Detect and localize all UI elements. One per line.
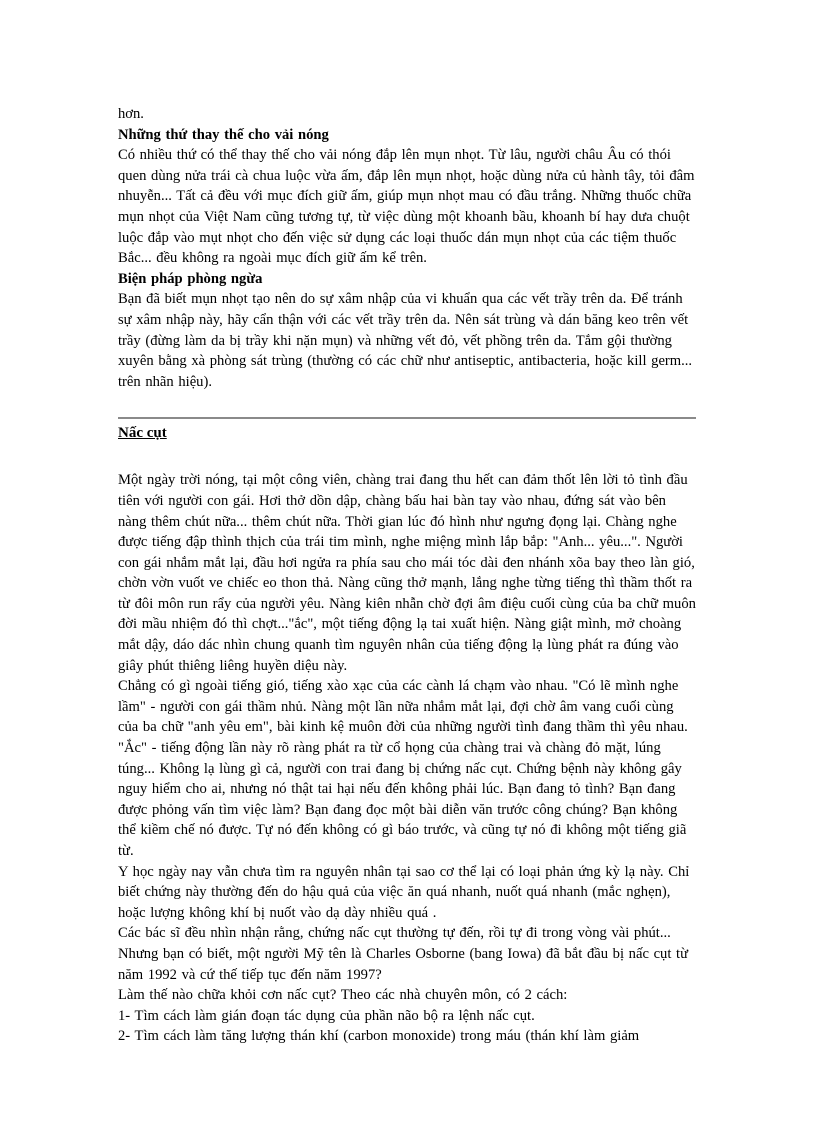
document-page	[118, 104, 698, 1047]
paragraph-story-2: Chẳng có gì ngoài tiếng gió, tiếng xào xạc của các cành lá chạm vào nhau. "Có lẽ mình nghe lầm" - người con gái thầm nhủ. Nàng một lần nữa nhắm mắt lại, đợi chờ âm vang cuối cùng của ba chữ "anh yêu em", bài kinh kệ muôn đời của những người tình đang thầm thì yêu nhau. "Ắc" - tiếng động lần này rõ ràng phát ra từ cổ họng của chàng trai và chàng đỏ mặt, lúng túng... Không lạ lùng gì cả, người con trai đang bị chứng nấc cụt. Chứng bệnh này không gây nguy hiểm cho ai, nhưng nó thật tai hại nếu đến không phải lúc. Bạn đang tỏ tình? Bạn đang được phỏng vấn tìm việc làm? Bạn đang đọc một bài diễn văn trước công chúng? Bạn không thể kiềm chế nó được. Tự nó đến không có gì báo trước, và cũng tự nó đi không một tiếng giã từ.	[118, 678, 688, 859]
heading-prevention: Biện pháp phòng ngừa	[118, 270, 263, 287]
section-title-hiccups: Nấc cụt	[118, 425, 167, 442]
paragraph-substitutes: Có nhiều thứ có thể thay thế cho vải nóng đắp lên mụn nhọt. Từ lâu, người châu Âu có thói quen dùng nửa trái cà chua luộc vừa ấm, đắp lên mụn nhọt, hoặc dùng nửa củ hành tây, tỏi đâm nhuyễn... Tất cả đều với mục đích giữ ấm, giúp mụn nhọt mau có đầu trắng. Những thuốc chữa mụn nhọt của Việt Nam cũng tương tự, từ việc dùng một khoanh bầu, khoanh bí hay dưa chuột luộc đắp vào mụt nhọt cho đến việc sử dụng các loại thuốc dán mụn nhọt của các tiệm thuốc Bắc... đều không ra ngoài mục đích giữ ấm kể trên.	[118, 147, 695, 267]
paragraph-cure-question: Làm thế nào chữa khỏi cơn nấc cụt? Theo các nhà chuyên môn, có 2 cách:	[118, 987, 568, 1004]
paragraph-medical: Y học ngày nay vẫn chưa tìm ra nguyên nhân tại sao cơ thể lại có loại phản ứng kỳ lạ này. Chỉ biết chứng này thường đến do hậu quả của việc ăn quá nhanh, nuốt quá nhanh (mắc nghẹn), hoặc lượng không khí bị nuốt vào dạ dày nhiều quá .	[118, 863, 690, 921]
list-item-method-2: 2- Tìm cách làm tăng lượng thán khí (carbon monoxide) trong máu (thán khí làm giảm	[118, 1028, 640, 1045]
intro-tail-text: hơn.	[118, 106, 144, 122]
paragraph-prevention: Bạn đã biết mụn nhọt tạo nên do sự xâm nhập của vi khuẩn qua các vết trầy trên da. Để tránh sự xâm nhập này, hãy cẩn thận với các vết trầy trên da. Nên sát trùng và dán băng keo trên vết trầy (đừng làm da bị trầy khi nặn mụn) và những vết đỏ, vết phồng trên da. Tắm gội thường xuyên bằng xà phòng sát trùng (thường có các chữ như antiseptic, antibacteria, hoặc kill germ... trên nhãn hiệu).	[118, 291, 693, 390]
heading-substitutes: Những thứ thay thế cho vải nóng	[118, 126, 329, 143]
list-item-method-1: 1- Tìm cách làm gián đoạn tác dụng của phần não bộ ra lệnh nấc cụt.	[118, 1007, 535, 1024]
paragraph-doctors: Các bác sĩ đều nhìn nhận rằng, chứng nấc cụt thường tự đến, rồi tự đi trong vòng vài phút... Nhưng bạn có biết, một người Mỹ tên là Charles Osborne (bang Iowa) đã bắt đầu bị nấc cụt từ năm 1992 và cứ thế tiếp tục đến năm 1997?	[118, 925, 689, 983]
paragraph-story-1: Một ngày trời nóng, tại một công viên, chàng trai đang thu hết can đảm thốt lên lời tỏ tình đầu tiên với người con gái. Hơi thở dồn dập, chàng bấu hai bàn tay vào nhau, đứng sát vào bên nàng thêm chút nữa... thêm chút nữa. Thời gian lúc đó hình như ngưng đọng lại. Chàng nghe được tiếng đập thình thịch của trái tim mình, nghe miệng mình lắp bắp: "Anh... yêu...". Người con gái nhắm mắt lại, đầu hơi ngửa ra phía sau cho mái tóc dài đen nhánh xõa bay theo làn gió, chờn vờn vuốt ve chiếc eo thon thả. Nàng cũng thở mạnh, lắng nghe từng tiếng thì thầm thốt ra từ đôi môn run rẩy của người yêu. Nàng kiên nhẫn chờ đợi âm điệu cuối cùng của ba chữ muôn đời mầu nhiệm đó thì chợt..."ắc", một tiếng động lạ tai xuất hiện. Nàng giật mình, mở choàng mắt dậy, dáo dác nhìn chung quanh tìm nguyên nhân của tiếng động lạ lùng phát ra đúng vào giây phút thiêng liêng huyền diệu này.	[118, 472, 696, 674]
section-divider	[118, 417, 696, 419]
